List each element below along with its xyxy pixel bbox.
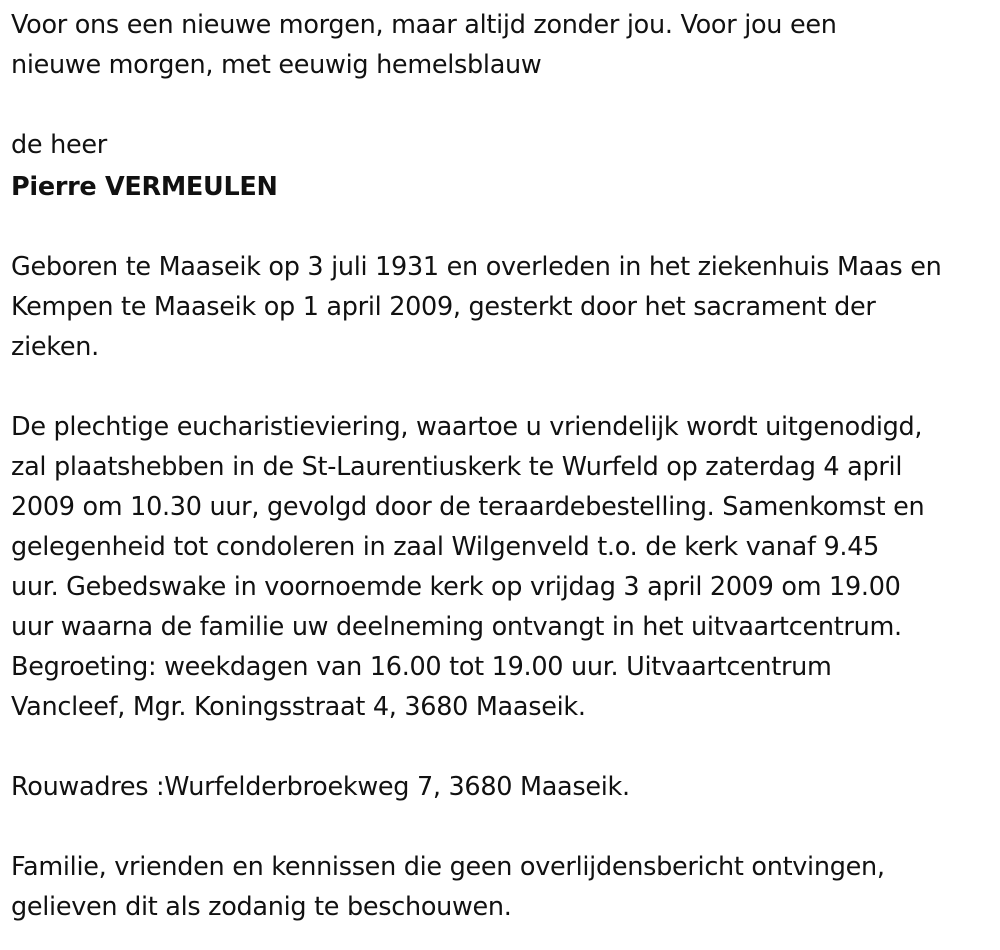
closing-line: Familie, vrienden en kennissen die geen overlijdensbericht ontvingen, (11, 852, 885, 882)
motto-line: nieuwe morgen, met eeuwig hemelsblauw (11, 50, 542, 80)
birth-death-paragraph (11, 247, 991, 367)
ceremony-line: Begroeting: weekdagen van 16.00 tot 19.00 uur. Uitvaartcentrum (11, 652, 832, 682)
motto-paragraph (11, 5, 991, 85)
ceremony-paragraph (11, 407, 991, 727)
birth-death-line: Kempen te Maaseik op 1 april 2009, gesterkt door het sacrament der (11, 292, 876, 322)
motto-line: Voor ons een nieuwe morgen, maar altijd zonder jou. Voor jou een (11, 10, 837, 40)
spacer (11, 727, 991, 767)
spacer (11, 367, 991, 407)
spacer (11, 207, 991, 247)
closing-paragraph (11, 847, 991, 927)
spacer (11, 807, 991, 847)
ceremony-line: De plechtige eucharistieviering, waartoe u vriendelijk wordt uitgenodigd, (11, 412, 923, 442)
ceremony-line: Vancleef, Mgr. Koningsstraat 4, 3680 Maaseik. (11, 692, 586, 722)
mourning-address: Rouwadres :Wurfelderbroekweg 7, 3680 Maaseik. (11, 772, 630, 802)
ceremony-line: zal plaatshebben in de St-Laurentiuskerk te Wurfeld op zaterdag 4 april (11, 452, 903, 482)
obituary-document (11, 5, 991, 927)
birth-death-line: Geboren te Maaseik op 3 juli 1931 en overleden in het ziekenhuis Maas en (11, 252, 942, 282)
salutation: de heer (11, 130, 107, 160)
ceremony-line: uur waarna de familie uw deelneming ontvangt in het uitvaartcentrum. (11, 612, 902, 642)
ceremony-line: uur. Gebedswake in voornoemde kerk op vrijdag 3 april 2009 om 19.00 (11, 572, 901, 602)
birth-death-line: zieken. (11, 332, 99, 362)
spacer (11, 85, 991, 125)
ceremony-line: gelegenheid tot condoleren in zaal Wilgenveld t.o. de kerk vanaf 9.45 (11, 532, 880, 562)
deceased-name: Pierre VERMEULEN (11, 172, 278, 202)
closing-line: gelieven dit als zodanig te beschouwen. (11, 892, 512, 922)
ceremony-line: 2009 om 10.30 uur, gevolgd door de teraardebestelling. Samenkomst en (11, 492, 925, 522)
